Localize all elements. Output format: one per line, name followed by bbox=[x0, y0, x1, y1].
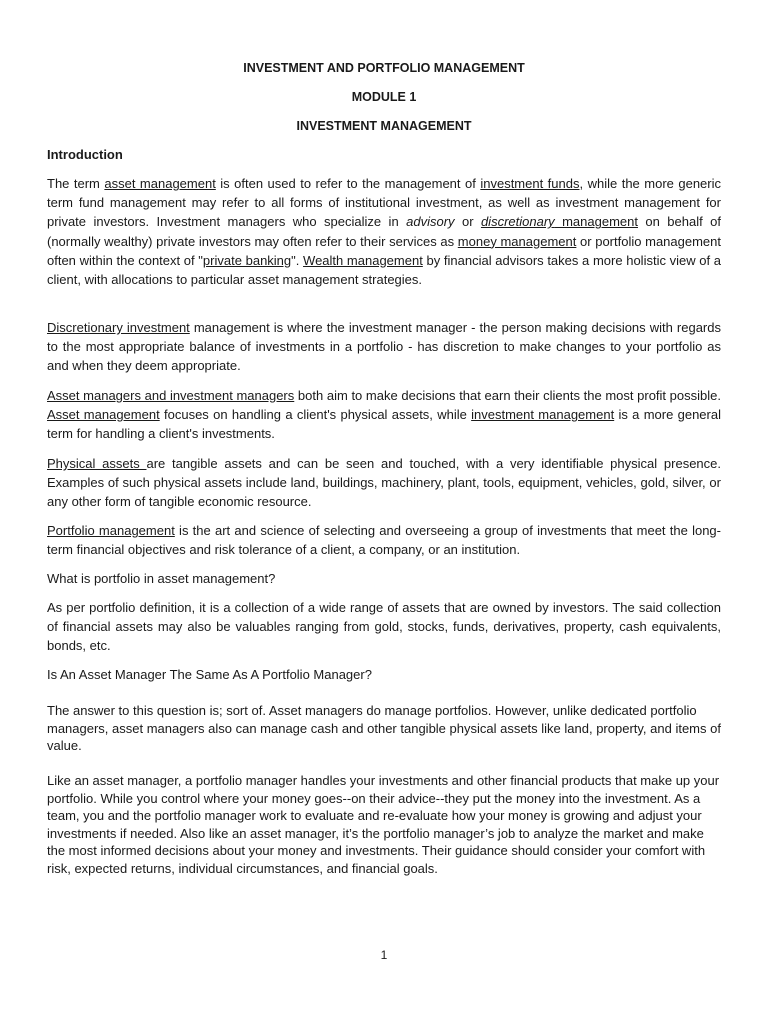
link-investment-management[interactable]: investment management bbox=[471, 407, 615, 423]
link-discretionary-investment[interactable]: Discretionary investment bbox=[47, 320, 190, 335]
link-portfolio-management[interactable]: Portfolio management bbox=[47, 523, 175, 538]
paragraph-physical-assets: Physical assets are tangible assets and can be seen and touched, with a very identifiable physical presence. Examples of such physical assets include land, buildings, machinery, plant, tools, equipment, vehicles, gold, silver, or any other form of tangible economic resource. bbox=[47, 456, 721, 510]
module-label: MODULE 1 bbox=[351, 90, 417, 104]
question-portfolio-in-asset-management: What is portfolio in asset management? bbox=[47, 571, 276, 586]
paragraph-discretionary-investment: Discretionary investment management is where the investment manager - the person making decisions with regards to the most appropriate balance of investments in a portfolio - has discretion to make changes to your portfolio as and when they deem appropriate. bbox=[47, 320, 721, 374]
link-asset-management[interactable]: asset management bbox=[104, 176, 216, 191]
paragraph-portfolio-management: Portfolio management is the art and science of selecting and overseeing a group of investments that meet the long-term financial objectives and risk tolerance of a client, a company, or an institution. bbox=[47, 523, 721, 558]
paragraph-asset-management: The term asset management is often used to refer to the management of investment funds, while the more generic term fund management may refer to all forms of institutional investment, as well as investment management for private investors. Investment managers who specialize in advisory or discretionary management on behalf of (normally wealthy) private investors may often refer to their services as money management or portfolio management often within the context of "private banking". Wealth management by financial advisors takes a more holistic view of a client, with allocations to particular asset management strategies. bbox=[47, 176, 722, 288]
link-investment-funds[interactable]: investment funds bbox=[480, 176, 580, 191]
link-asset-and-investment-managers[interactable]: Asset managers and investment managers bbox=[47, 388, 295, 403]
page-number: 1 bbox=[380, 948, 388, 962]
link-money-management[interactable]: money management bbox=[457, 233, 577, 249]
link-discretionary-management[interactable]: discretionary management bbox=[480, 214, 638, 230]
paragraph-asset-vs-investment-managers: Asset managers and investment managers both aim to make decisions that earn their clients the most profit possible. Asset management focuses on handling a client's physical assets, while investment management is a more general term for handling a client's investments. bbox=[47, 388, 721, 442]
paragraph-portfolio-definition: As per portfolio definition, it is a collection of a wide range of assets that are owned by investors. The said collection of financial assets may also be valuables ranging from gold, stocks, funds, derivatives, property, cash equivalents, bonds, etc. bbox=[47, 600, 721, 654]
paragraph-portfolio-manager-role: Like an asset manager, a portfolio manager handles your investments and other financial products that make up your portfolio. While you control where your money goes--on their advice--they put the money into the investment. As a team, you and the portfolio manager work to evaluate and re-evaluate how your money is growing and adjust your investments if needed. Also like an asset manager, it’s the portfolio manager’s job to analyze the market and make the most informed decisions about your money and investments. Their guidance should consider your comfort with risk, expected returns, individual circumstances, and financial goals. bbox=[47, 773, 720, 876]
document-title: INVESTMENT AND PORTFOLIO MANAGEMENT bbox=[243, 61, 525, 75]
paragraph-answer: The answer to this question is; sort of. Asset managers do manage portfolios. However, unlike dedicated portfolio managers, asset managers also can manage cash and other tangible physical assets like land, property, and items of value. bbox=[47, 703, 721, 754]
introduction-heading: Introduction bbox=[47, 147, 123, 162]
link-asset-management-2[interactable]: Asset management bbox=[47, 407, 160, 423]
question-asset-vs-portfolio-manager: Is An Asset Manager The Same As A Portfolio Manager? bbox=[47, 667, 372, 682]
link-private-banking[interactable]: private banking bbox=[202, 252, 292, 268]
link-physical-assets[interactable]: Physical assets bbox=[47, 456, 147, 471]
link-wealth-management[interactable]: Wealth management bbox=[303, 252, 423, 268]
section-title: INVESTMENT MANAGEMENT bbox=[296, 119, 472, 133]
